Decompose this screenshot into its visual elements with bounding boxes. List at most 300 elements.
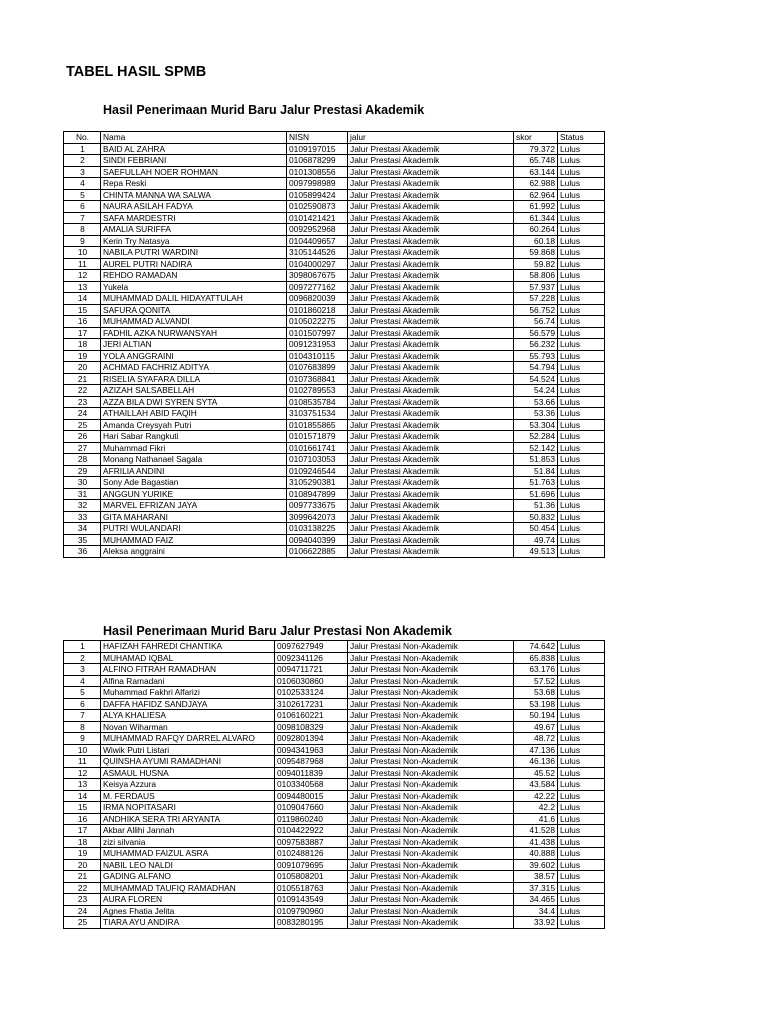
table-row xyxy=(64,894,605,906)
cell-no: 22 xyxy=(64,882,101,894)
table-row xyxy=(64,882,605,894)
page-title: TABEL HASIL SPMB xyxy=(66,64,207,80)
cell-nisn: 0104422922 xyxy=(275,825,348,837)
cell-status: Lulus xyxy=(558,419,605,431)
cell-status: Lulus xyxy=(558,385,605,397)
cell-jalur: Jalur Prestasi Akademik xyxy=(348,212,514,224)
cell-status: Lulus xyxy=(558,733,605,745)
cell-jalur: Jalur Prestasi Akademik xyxy=(348,454,514,466)
cell-no: 12 xyxy=(64,767,101,779)
cell-jalur: Jalur Prestasi Non-Akademik xyxy=(348,687,514,699)
cell-nisn: 0097733675 xyxy=(287,500,348,512)
table-row xyxy=(64,523,605,535)
cell-nama: Akbar Allihi Jannah xyxy=(101,825,275,837)
cell-jalur: Jalur Prestasi Non-Akademik xyxy=(348,710,514,722)
table-row xyxy=(64,721,605,733)
cell-skor: 79.372 xyxy=(514,143,558,155)
cell-nisn: 0094341963 xyxy=(275,744,348,756)
cell-no: 22 xyxy=(64,385,101,397)
cell-nisn: 0094040399 xyxy=(287,534,348,546)
cell-no: 19 xyxy=(64,350,101,362)
cell-skor: 59.868 xyxy=(514,247,558,259)
table-row xyxy=(64,373,605,385)
cell-status: Lulus xyxy=(558,293,605,305)
cell-skor: 58.806 xyxy=(514,270,558,282)
cell-status: Lulus xyxy=(558,212,605,224)
table-row xyxy=(64,534,605,546)
cell-jalur: Jalur Prestasi Non-Akademik xyxy=(348,744,514,756)
cell-nama: PUTRI WULANDARI xyxy=(101,523,287,535)
table-row xyxy=(64,281,605,293)
cell-jalur: Jalur Prestasi Non-Akademik xyxy=(348,859,514,871)
cell-skor: 50.194 xyxy=(514,710,558,722)
cell-nisn: 0106622885 xyxy=(287,546,348,558)
cell-jalur: Jalur Prestasi Non-Akademik xyxy=(348,802,514,814)
cell-nama: AFRILIA ANDINI xyxy=(101,465,287,477)
cell-status: Lulus xyxy=(558,316,605,328)
cell-nama: Yukela xyxy=(101,281,287,293)
table-row xyxy=(64,511,605,523)
table-row xyxy=(64,488,605,500)
cell-no: 10 xyxy=(64,247,101,259)
cell-jalur: Jalur Prestasi Akademik xyxy=(348,465,514,477)
cell-jalur: Jalur Prestasi Akademik xyxy=(348,327,514,339)
table-row xyxy=(64,917,605,929)
cell-no: 6 xyxy=(64,698,101,710)
cell-skor: 54.24 xyxy=(514,385,558,397)
cell-status: Lulus xyxy=(558,511,605,523)
table-row xyxy=(64,675,605,687)
cell-jalur: Jalur Prestasi Non-Akademik xyxy=(348,917,514,929)
cell-skor: 56.579 xyxy=(514,327,558,339)
cell-status: Lulus xyxy=(558,675,605,687)
cell-status: Lulus xyxy=(558,802,605,814)
cell-nisn: 0104409657 xyxy=(287,235,348,247)
cell-status: Lulus xyxy=(558,247,605,259)
table-row xyxy=(64,442,605,454)
cell-nisn: 0102533124 xyxy=(275,687,348,699)
cell-skor: 53.304 xyxy=(514,419,558,431)
cell-no: 9 xyxy=(64,235,101,247)
cell-no: 24 xyxy=(64,408,101,420)
header-nisn: NISN xyxy=(287,132,348,144)
cell-skor: 41.438 xyxy=(514,836,558,848)
cell-status: Lulus xyxy=(558,652,605,664)
cell-skor: 41.528 xyxy=(514,825,558,837)
cell-nisn: 0102488126 xyxy=(275,848,348,860)
cell-jalur: Jalur Prestasi Non-Akademik xyxy=(348,894,514,906)
cell-jalur: Jalur Prestasi Akademik xyxy=(348,178,514,190)
cell-no: 17 xyxy=(64,825,101,837)
cell-skor: 53.198 xyxy=(514,698,558,710)
cell-no: 35 xyxy=(64,534,101,546)
cell-no: 31 xyxy=(64,488,101,500)
cell-nisn: 0101308556 xyxy=(287,166,348,178)
cell-nama: MUHAMMAD DALIL HIDAYATTULAH xyxy=(101,293,287,305)
cell-nama: GITA MAHARANI xyxy=(101,511,287,523)
cell-jalur: Jalur Prestasi Akademik xyxy=(348,431,514,443)
cell-skor: 42.22 xyxy=(514,790,558,802)
cell-no: 12 xyxy=(64,270,101,282)
cell-jalur: Jalur Prestasi Akademik xyxy=(348,235,514,247)
cell-no: 25 xyxy=(64,419,101,431)
cell-skor: 51.853 xyxy=(514,454,558,466)
cell-jalur: Jalur Prestasi Akademik xyxy=(348,373,514,385)
table-row xyxy=(64,779,605,791)
cell-jalur: Jalur Prestasi Akademik xyxy=(348,511,514,523)
cell-skor: 56.752 xyxy=(514,304,558,316)
cell-no: 18 xyxy=(64,339,101,351)
cell-jalur: Jalur Prestasi Non-Akademik xyxy=(348,813,514,825)
cell-nama: SINDI FEBRIANI xyxy=(101,155,287,167)
cell-no: 30 xyxy=(64,477,101,489)
cell-no: 7 xyxy=(64,212,101,224)
cell-status: Lulus xyxy=(558,408,605,420)
cell-nisn: 0109790960 xyxy=(275,905,348,917)
cell-skor: 49.74 xyxy=(514,534,558,546)
cell-status: Lulus xyxy=(558,373,605,385)
cell-skor: 57.937 xyxy=(514,281,558,293)
cell-nisn: 0109197015 xyxy=(287,143,348,155)
cell-jalur: Jalur Prestasi Akademik xyxy=(348,258,514,270)
cell-nama: Muhammad Fakhri Alfarizi xyxy=(101,687,275,699)
cell-nisn: 0097627949 xyxy=(275,641,348,653)
cell-jalur: Jalur Prestasi Non-Akademik xyxy=(348,790,514,802)
cell-nama: MUHAMMAD FAIZUL ASRA xyxy=(101,848,275,860)
cell-status: Lulus xyxy=(558,235,605,247)
cell-no: 36 xyxy=(64,546,101,558)
cell-status: Lulus xyxy=(558,756,605,768)
cell-skor: 62.988 xyxy=(514,178,558,190)
cell-nisn: 3105144526 xyxy=(287,247,348,259)
cell-status: Lulus xyxy=(558,143,605,155)
cell-nama: AZIZAH SALSABELLAH xyxy=(101,385,287,397)
cell-no: 11 xyxy=(64,756,101,768)
cell-no: 21 xyxy=(64,373,101,385)
table-row xyxy=(64,385,605,397)
table-row xyxy=(64,836,605,848)
cell-no: 19 xyxy=(64,848,101,860)
cell-jalur: Jalur Prestasi Non-Akademik xyxy=(348,733,514,745)
cell-skor: 51.36 xyxy=(514,500,558,512)
cell-nama: ACHMAD FACHRIZ ADITYA xyxy=(101,362,287,374)
cell-nisn: 0106160221 xyxy=(275,710,348,722)
cell-status: Lulus xyxy=(558,224,605,236)
cell-jalur: Jalur Prestasi Non-Akademik xyxy=(348,641,514,653)
cell-nama: Alfina Ramadani xyxy=(101,675,275,687)
cell-no: 20 xyxy=(64,859,101,871)
cell-jalur: Jalur Prestasi Akademik xyxy=(348,419,514,431)
cell-jalur: Jalur Prestasi Akademik xyxy=(348,534,514,546)
table-row xyxy=(64,189,605,201)
cell-status: Lulus xyxy=(558,894,605,906)
cell-nama: MUHAMMAD ALVANDI xyxy=(101,316,287,328)
cell-nama: YOLA ANGGRAINI xyxy=(101,350,287,362)
table-header-row xyxy=(64,132,605,144)
cell-no: 18 xyxy=(64,836,101,848)
cell-jalur: Jalur Prestasi Akademik xyxy=(348,143,514,155)
table-row xyxy=(64,224,605,236)
cell-skor: 49.67 xyxy=(514,721,558,733)
table-row xyxy=(64,813,605,825)
table-row xyxy=(64,477,605,489)
cell-skor: 42.2 xyxy=(514,802,558,814)
table-row xyxy=(64,859,605,871)
cell-skor: 57.228 xyxy=(514,293,558,305)
cell-nisn: 0107103053 xyxy=(287,454,348,466)
table-row xyxy=(64,848,605,860)
cell-no: 13 xyxy=(64,779,101,791)
header-status: Status xyxy=(558,132,605,144)
cell-no: 20 xyxy=(64,362,101,374)
cell-nama: SAEFULLAH NOER ROHMAN xyxy=(101,166,287,178)
cell-nama: JERI ALTIAN xyxy=(101,339,287,351)
cell-skor: 41.6 xyxy=(514,813,558,825)
cell-status: Lulus xyxy=(558,304,605,316)
table-row xyxy=(64,710,605,722)
cell-nama: QUINSHA AYUMI RAMADHANI xyxy=(101,756,275,768)
table-row xyxy=(64,419,605,431)
cell-nama: ANGGUN YURIKE xyxy=(101,488,287,500)
cell-skor: 49.513 xyxy=(514,546,558,558)
table-row xyxy=(64,500,605,512)
table-row xyxy=(64,304,605,316)
cell-status: Lulus xyxy=(558,155,605,167)
cell-nama: IRMA NOPITASARI xyxy=(101,802,275,814)
cell-skor: 63.176 xyxy=(514,664,558,676)
cell-no: 4 xyxy=(64,178,101,190)
cell-nama: ALFINO FITRAH RAMADHAN xyxy=(101,664,275,676)
cell-no: 11 xyxy=(64,258,101,270)
cell-nisn: 0101855865 xyxy=(287,419,348,431)
cell-nisn: 0097998989 xyxy=(287,178,348,190)
cell-nama: ASMAUL HUSNA xyxy=(101,767,275,779)
cell-nisn: 0091231953 xyxy=(287,339,348,351)
cell-nama: Muhammad Fikri xyxy=(101,442,287,454)
cell-jalur: Jalur Prestasi Akademik xyxy=(348,247,514,259)
cell-no: 3 xyxy=(64,166,101,178)
table-row xyxy=(64,905,605,917)
cell-status: Lulus xyxy=(558,396,605,408)
cell-skor: 40.888 xyxy=(514,848,558,860)
cell-jalur: Jalur Prestasi Non-Akademik xyxy=(348,652,514,664)
cell-skor: 39.602 xyxy=(514,859,558,871)
cell-nama: Monang Nathanael Sagala xyxy=(101,454,287,466)
cell-no: 8 xyxy=(64,224,101,236)
cell-jalur: Jalur Prestasi Akademik xyxy=(348,477,514,489)
cell-nisn: 0102590873 xyxy=(287,201,348,213)
cell-skor: 51.84 xyxy=(514,465,558,477)
cell-skor: 55.793 xyxy=(514,350,558,362)
cell-jalur: Jalur Prestasi Akademik xyxy=(348,189,514,201)
cell-status: Lulus xyxy=(558,178,605,190)
table-row xyxy=(64,871,605,883)
header-no: No. xyxy=(64,132,101,144)
cell-jalur: Jalur Prestasi Akademik xyxy=(348,304,514,316)
table-row xyxy=(64,454,605,466)
cell-nama: MUHAMMAD RAFQY DARREL ALVARO xyxy=(101,733,275,745)
cell-skor: 52.142 xyxy=(514,442,558,454)
cell-nama: Kerin Try Natasya xyxy=(101,235,287,247)
cell-status: Lulus xyxy=(558,534,605,546)
cell-nama: Novan Wiharman xyxy=(101,721,275,733)
cell-nama: zizi silvania xyxy=(101,836,275,848)
cell-nisn: 0108947899 xyxy=(287,488,348,500)
cell-jalur: Jalur Prestasi Non-Akademik xyxy=(348,871,514,883)
cell-nisn: 0094480015 xyxy=(275,790,348,802)
cell-nisn: 0103138225 xyxy=(287,523,348,535)
cell-status: Lulus xyxy=(558,641,605,653)
cell-nama: Hari Sabar Rangkuti xyxy=(101,431,287,443)
cell-status: Lulus xyxy=(558,488,605,500)
table-row xyxy=(64,465,605,477)
cell-jalur: Jalur Prestasi Non-Akademik xyxy=(348,905,514,917)
cell-nama: BAID AL ZAHRA xyxy=(101,143,287,155)
cell-jalur: Jalur Prestasi Akademik xyxy=(348,523,514,535)
cell-skor: 57.52 xyxy=(514,675,558,687)
cell-status: Lulus xyxy=(558,270,605,282)
cell-status: Lulus xyxy=(558,698,605,710)
table-non-akademik xyxy=(63,640,605,929)
cell-jalur: Jalur Prestasi Akademik xyxy=(348,408,514,420)
cell-nama: MUHAMAD IQBAL xyxy=(101,652,275,664)
cell-no: 17 xyxy=(64,327,101,339)
cell-status: Lulus xyxy=(558,882,605,894)
cell-skor: 37.315 xyxy=(514,882,558,894)
cell-no: 1 xyxy=(64,641,101,653)
cell-no: 7 xyxy=(64,710,101,722)
cell-jalur: Jalur Prestasi Non-Akademik xyxy=(348,675,514,687)
cell-nama: Amanda Creysyah Putri xyxy=(101,419,287,431)
header-nama: Nama xyxy=(101,132,287,144)
cell-nama: GADING ALFANO xyxy=(101,871,275,883)
cell-no: 34 xyxy=(64,523,101,535)
cell-skor: 65.838 xyxy=(514,652,558,664)
cell-nisn: 0092801394 xyxy=(275,733,348,745)
cell-skor: 56.232 xyxy=(514,339,558,351)
cell-jalur: Jalur Prestasi Non-Akademik xyxy=(348,756,514,768)
cell-nisn: 0083280195 xyxy=(275,917,348,929)
cell-jalur: Jalur Prestasi Non-Akademik xyxy=(348,779,514,791)
cell-nama: REHDO RAMADAN xyxy=(101,270,287,282)
cell-skor: 56.74 xyxy=(514,316,558,328)
cell-nama: ANDHIKA SERA TRI ARYANTA xyxy=(101,813,275,825)
cell-skor: 53.66 xyxy=(514,396,558,408)
cell-nama: M. FERDAUS xyxy=(101,790,275,802)
table-row xyxy=(64,327,605,339)
cell-status: Lulus xyxy=(558,454,605,466)
cell-nisn: 0105899424 xyxy=(287,189,348,201)
cell-jalur: Jalur Prestasi Akademik xyxy=(348,442,514,454)
table-row xyxy=(64,166,605,178)
table-row xyxy=(64,316,605,328)
cell-nisn: 0096820039 xyxy=(287,293,348,305)
cell-no: 16 xyxy=(64,316,101,328)
cell-status: Lulus xyxy=(558,350,605,362)
cell-no: 15 xyxy=(64,304,101,316)
cell-nisn: 0106878299 xyxy=(287,155,348,167)
cell-status: Lulus xyxy=(558,281,605,293)
cell-no: 2 xyxy=(64,652,101,664)
cell-no: 5 xyxy=(64,189,101,201)
cell-skor: 51.763 xyxy=(514,477,558,489)
cell-nisn: 0105518763 xyxy=(275,882,348,894)
table-row xyxy=(64,143,605,155)
table-row xyxy=(64,652,605,664)
cell-no: 24 xyxy=(64,905,101,917)
header-jalur: jalur xyxy=(348,132,514,144)
cell-nama: MUHAMMAD TAUFIQ RAMADHAN xyxy=(101,882,275,894)
cell-jalur: Jalur Prestasi Non-Akademik xyxy=(348,836,514,848)
cell-nisn: 0109047660 xyxy=(275,802,348,814)
cell-skor: 50.454 xyxy=(514,523,558,535)
cell-jalur: Jalur Prestasi Akademik xyxy=(348,201,514,213)
table-akademik xyxy=(63,131,605,558)
cell-no: 1 xyxy=(64,143,101,155)
cell-skor: 60.264 xyxy=(514,224,558,236)
cell-status: Lulus xyxy=(558,442,605,454)
table-row xyxy=(64,687,605,699)
cell-status: Lulus xyxy=(558,836,605,848)
cell-no: 26 xyxy=(64,431,101,443)
cell-nisn: 0101571879 xyxy=(287,431,348,443)
cell-no: 25 xyxy=(64,917,101,929)
table-row xyxy=(64,362,605,374)
cell-nisn: 0101421421 xyxy=(287,212,348,224)
cell-nama: TIARA AYU ANDIRA xyxy=(101,917,275,929)
cell-nisn: 0102789553 xyxy=(287,385,348,397)
cell-status: Lulus xyxy=(558,431,605,443)
table-row xyxy=(64,756,605,768)
cell-nama: NABILA PUTRI WARDINI xyxy=(101,247,287,259)
cell-skor: 43.584 xyxy=(514,779,558,791)
cell-skor: 54.794 xyxy=(514,362,558,374)
cell-nisn: 0104310115 xyxy=(287,350,348,362)
table-row xyxy=(64,339,605,351)
cell-jalur: Jalur Prestasi Non-Akademik xyxy=(348,825,514,837)
cell-nisn: 0094711721 xyxy=(275,664,348,676)
cell-nisn: 0106030860 xyxy=(275,675,348,687)
cell-skor: 50.832 xyxy=(514,511,558,523)
cell-nama: NAURA ASILAH FADYA xyxy=(101,201,287,213)
cell-jalur: Jalur Prestasi Akademik xyxy=(348,224,514,236)
cell-jalur: Jalur Prestasi Akademik xyxy=(348,166,514,178)
cell-skor: 59.82 xyxy=(514,258,558,270)
table-row xyxy=(64,825,605,837)
header-skor: skor xyxy=(514,132,558,144)
cell-status: Lulus xyxy=(558,905,605,917)
table-row xyxy=(64,733,605,745)
cell-nisn: 0105808201 xyxy=(275,871,348,883)
cell-nama: SAFA MARDESTRI xyxy=(101,212,287,224)
cell-skor: 46.136 xyxy=(514,756,558,768)
cell-no: 16 xyxy=(64,813,101,825)
cell-skor: 63.144 xyxy=(514,166,558,178)
cell-nama: RISELIA SYAFARA DILLA xyxy=(101,373,287,385)
table-row xyxy=(64,212,605,224)
table-row xyxy=(64,546,605,558)
cell-status: Lulus xyxy=(558,710,605,722)
cell-skor: 61.992 xyxy=(514,201,558,213)
cell-status: Lulus xyxy=(558,362,605,374)
cell-status: Lulus xyxy=(558,767,605,779)
table-row xyxy=(64,396,605,408)
section-title-akademik: Hasil Penerimaan Murid Baru Jalur Prestasi Akademik xyxy=(103,103,425,117)
cell-status: Lulus xyxy=(558,523,605,535)
cell-status: Lulus xyxy=(558,859,605,871)
cell-no: 6 xyxy=(64,201,101,213)
cell-skor: 74.642 xyxy=(514,641,558,653)
